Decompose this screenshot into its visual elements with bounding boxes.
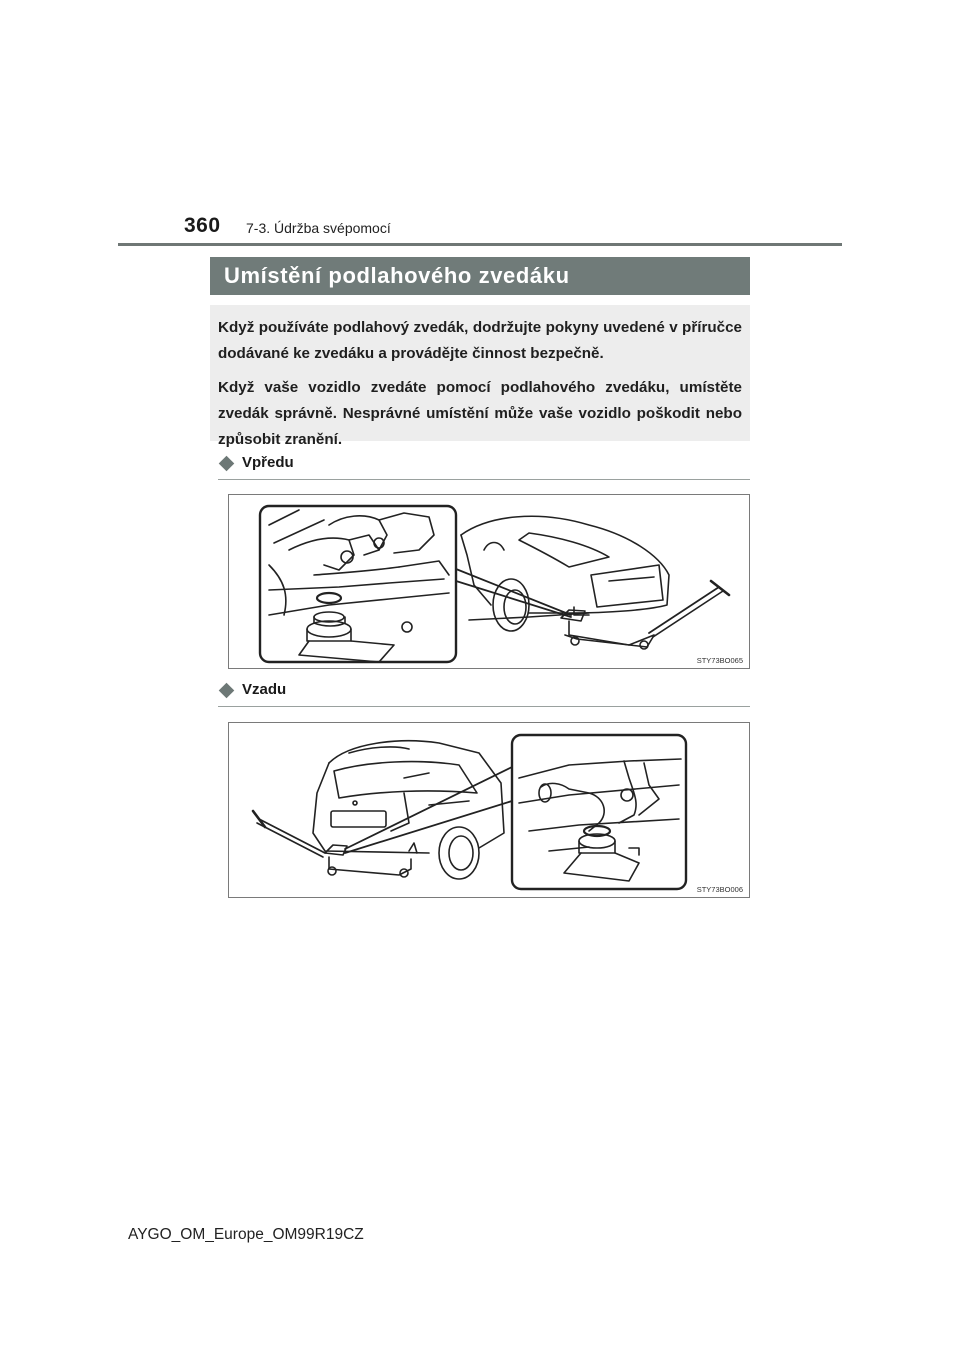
subheading-front	[218, 455, 750, 480]
figure-front-code: STY73BO065	[696, 656, 743, 665]
diamond-bullet-icon	[219, 456, 235, 472]
front-jack-illustration	[229, 495, 749, 668]
section-reference: 7-3. Údržba svépomocí	[246, 220, 391, 236]
subheading-rear	[218, 682, 750, 707]
header-rule	[118, 243, 842, 246]
figure-front-jack-point	[228, 494, 750, 669]
section-title-bar	[210, 257, 750, 295]
subheading-front-label: Vpředu	[242, 454, 294, 471]
intro-paragraph-1: Když používáte podlahový zvedák, dodržujte pokyny uvedené v příručce dodávané ke zvedáku a provádějte činnost bezpečně.	[218, 319, 742, 362]
document-footer: AYGO_OM_Europe_OM99R19CZ	[128, 1226, 364, 1243]
figure-rear-jack-point	[228, 722, 750, 898]
section-title: Umístění podlahového zvedáku	[224, 263, 570, 288]
rear-jack-illustration	[229, 723, 749, 897]
subheading-rear-label: Vzadu	[242, 681, 287, 698]
figure-rear-code: STY73BO006	[696, 885, 743, 894]
intro-box	[210, 305, 750, 448]
intro-paragraph-2: Když vaše vozidlo zvedáte pomocí podlahového zvedáku, umístěte zvedák správně. Nesprávné umístění může vaše vozidlo poškodit nebo způsobit zranění.	[218, 379, 742, 448]
page-number: 360	[184, 214, 221, 237]
diamond-bullet-icon	[219, 683, 235, 699]
